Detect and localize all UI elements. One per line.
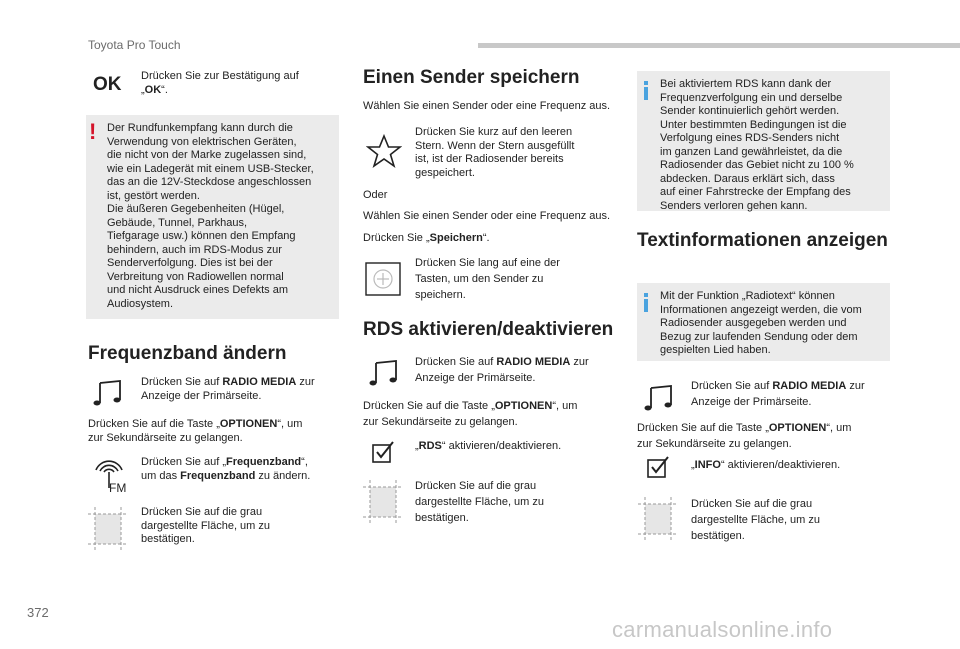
grey-area-icon [88, 507, 128, 551]
text-line: zur Sekundärseite zu gelangen. [637, 438, 792, 450]
section-title-text: Textinformationen anzeigen [637, 230, 888, 251]
music-note-icon [368, 358, 400, 388]
watermark: carmanualsonline.info [612, 617, 833, 642]
text-line: Tiefgarage usw.) können den Empfang [107, 230, 296, 242]
text-step-toggle [691, 459, 840, 473]
section-title-rds: RDS aktivieren/deaktivieren [363, 319, 614, 340]
info-text-radiotext [660, 290, 862, 358]
text-line: im ganzen Land gewährleistet, da die [660, 145, 843, 158]
checkbox-icon [647, 455, 671, 479]
text-line: Frequenzverfolgung ein und derselbe [660, 91, 843, 104]
grey-area-icon [638, 497, 678, 541]
info-text-rds [660, 78, 854, 213]
fm-band-icon [88, 450, 130, 494]
text-line: Mit der Funktion „Radiotext“ können [660, 290, 835, 302]
text-line: Radiosender ausgegeben werden und [660, 317, 847, 329]
text-line: Informationen angezeigt werden, die vom [660, 303, 862, 316]
text-line: gespeichert. [415, 166, 475, 179]
text-line: dargestellte Fläche, um zu [691, 514, 821, 526]
rds-step-toggle [415, 440, 561, 454]
text-line: Drücken Sie auf RADIO MEDIA zur [415, 356, 589, 368]
warning-icon: ! [89, 119, 97, 144]
text-line: auf einer Fahrstrecke der Empfang des [660, 186, 851, 198]
oder-text: Oder [363, 189, 388, 201]
text-line: Drücken Sie auf die Taste „OPTIONEN“, um [637, 422, 852, 434]
grey-area-icon [363, 480, 403, 524]
text-line: Radiosender das Gebiet nicht zu 100 % [660, 159, 854, 171]
text-line: Der Rundfunkempfang kann durch die [107, 122, 293, 134]
text-line: Senders verloren gehen kann. [660, 199, 808, 212]
save-star-step [415, 126, 574, 180]
section-title-frequency: Frequenzband ändern [88, 343, 287, 364]
section-title-save: Einen Sender speichern [363, 67, 580, 88]
ok-icon: OK [93, 74, 122, 95]
rds-step-radio-media [415, 354, 589, 386]
text-line: behindern, auch im RDS-Modus zur [107, 243, 282, 256]
running-header: Toyota Pro Touch [88, 38, 181, 52]
save-intro: Wählen Sie einen Sender oder eine Frequenz aus. [363, 100, 611, 112]
text-line: wie ein Ladegerät mit einem USB-Stecker, [107, 162, 314, 175]
text-line: Anzeige der Primärseite. [691, 396, 812, 408]
text-line: Bezug zur laufenden Sendung oder dem [660, 330, 858, 343]
text-line: Drücken Sie auf die grau [415, 480, 537, 492]
save-press [363, 232, 490, 246]
text-line: ist, gestört werden. [107, 189, 200, 202]
freq-step-band [141, 456, 310, 483]
text-line: Verfolgung eines RDS-Senders nicht [660, 132, 840, 144]
text-line: und nicht Ausdruck eines Defekts am [107, 284, 288, 296]
text-line: Verwendung von elektrischen Geräten, [107, 135, 297, 148]
add-preset-icon [365, 262, 401, 296]
music-note-icon [643, 383, 675, 413]
text-line: gespielten Lied haben. [660, 344, 771, 356]
text-line: Drücken Sie auf RADIO MEDIA zur [141, 376, 315, 388]
save-intro-2: Wählen Sie einen Sender oder eine Frequenz aus. [363, 210, 611, 222]
text-step-radio-media [691, 378, 865, 410]
text-line: Stern. Wenn der Stern ausgefüllt [415, 139, 575, 152]
text-step-options [637, 420, 851, 452]
info-icon [644, 81, 648, 100]
text-line: Drücken Sie kurz auf den leeren [415, 126, 573, 138]
text-line: bestätigen. [415, 512, 469, 524]
text-line: Gebäude, Tunnel, Parkhaus, [107, 216, 248, 229]
text-line: Bei aktiviertem RDS kann dank der [660, 78, 832, 90]
rds-step-options [363, 398, 577, 430]
checkbox-icon [372, 440, 396, 464]
ok-instruction: Drücken Sie zur Bestätigung auf „OK“. [141, 70, 299, 96]
save-long-step [415, 255, 560, 303]
text-line: Verbreitung von Radiowellen normal [107, 270, 284, 283]
text-line: abdecken. Daraus erklärt sich, dass [660, 172, 835, 185]
freq-step-confirm [141, 506, 270, 547]
text-line: Anzeige der Primärseite. [415, 372, 536, 384]
text-line: „INFO“ aktivieren/deaktivieren. [691, 459, 841, 471]
text-line: um das Frequenzband zu ändern. [141, 469, 311, 482]
text-line: Drücken Sie auf die Taste „OPTIONEN“, um [363, 400, 578, 412]
text-line: Die äußeren Gegebenheiten (Hügel, [107, 203, 285, 215]
text-line: zur Sekundärseite zu gelangen. [363, 416, 518, 428]
star-icon [366, 134, 402, 168]
text-line: dargestellte Fläche, um zu [141, 519, 271, 532]
text-line: zur Sekundärseite zu gelangen. [88, 431, 243, 444]
text-line: Drücken Sie auf „Frequenzband“, [141, 456, 308, 468]
info-icon [644, 293, 648, 312]
text-line: Drücken Sie lang auf eine der [415, 257, 560, 269]
text-line: Sender kontinuierlich gehört werden. [660, 105, 840, 117]
rds-step-confirm [415, 478, 544, 526]
text-line: „RDS“ aktivieren/deaktivieren. [415, 440, 562, 452]
text-line: das an die 12V-Steckdose angeschlossen [107, 176, 312, 188]
text-line: Tasten, um den Sender zu [415, 273, 544, 285]
text-line: speichern. [415, 289, 466, 301]
text-line: Unter bestimmten Bedingungen ist die [660, 118, 847, 131]
text-line: Drücken Sie auf RADIO MEDIA zur [691, 380, 865, 392]
page-number: 372 [27, 605, 49, 620]
text-line: Drücken Sie auf die grau [141, 506, 263, 518]
text-line: Drücken Sie auf die grau [691, 498, 813, 510]
warning-text [107, 122, 314, 311]
freq-step-radio-media [141, 376, 315, 403]
text-line: die nicht von der Marke zugelassen sind, [107, 149, 307, 161]
header-rule [478, 43, 960, 48]
text-line: dargestellte Fläche, um zu [415, 496, 545, 508]
text-line: Drücken Sie auf die Taste „OPTIONEN“, um [88, 418, 303, 430]
text-line: ist, ist der Radiosender bereits [415, 153, 564, 165]
text-line: bestätigen. [691, 530, 745, 542]
text-step-confirm [691, 496, 820, 544]
text-line: bestätigen. [141, 533, 195, 545]
svg-text:FM: FM [109, 481, 127, 494]
text-line: Senderverfolgung. Dies ist bei der [107, 257, 273, 269]
music-note-icon [92, 378, 124, 408]
text-line: Drücken Sie „Speichern“. [363, 232, 490, 244]
freq-step-options [88, 418, 302, 445]
text-line: Anzeige der Primärseite. [141, 389, 262, 402]
text-line: Audiosystem. [107, 297, 174, 310]
